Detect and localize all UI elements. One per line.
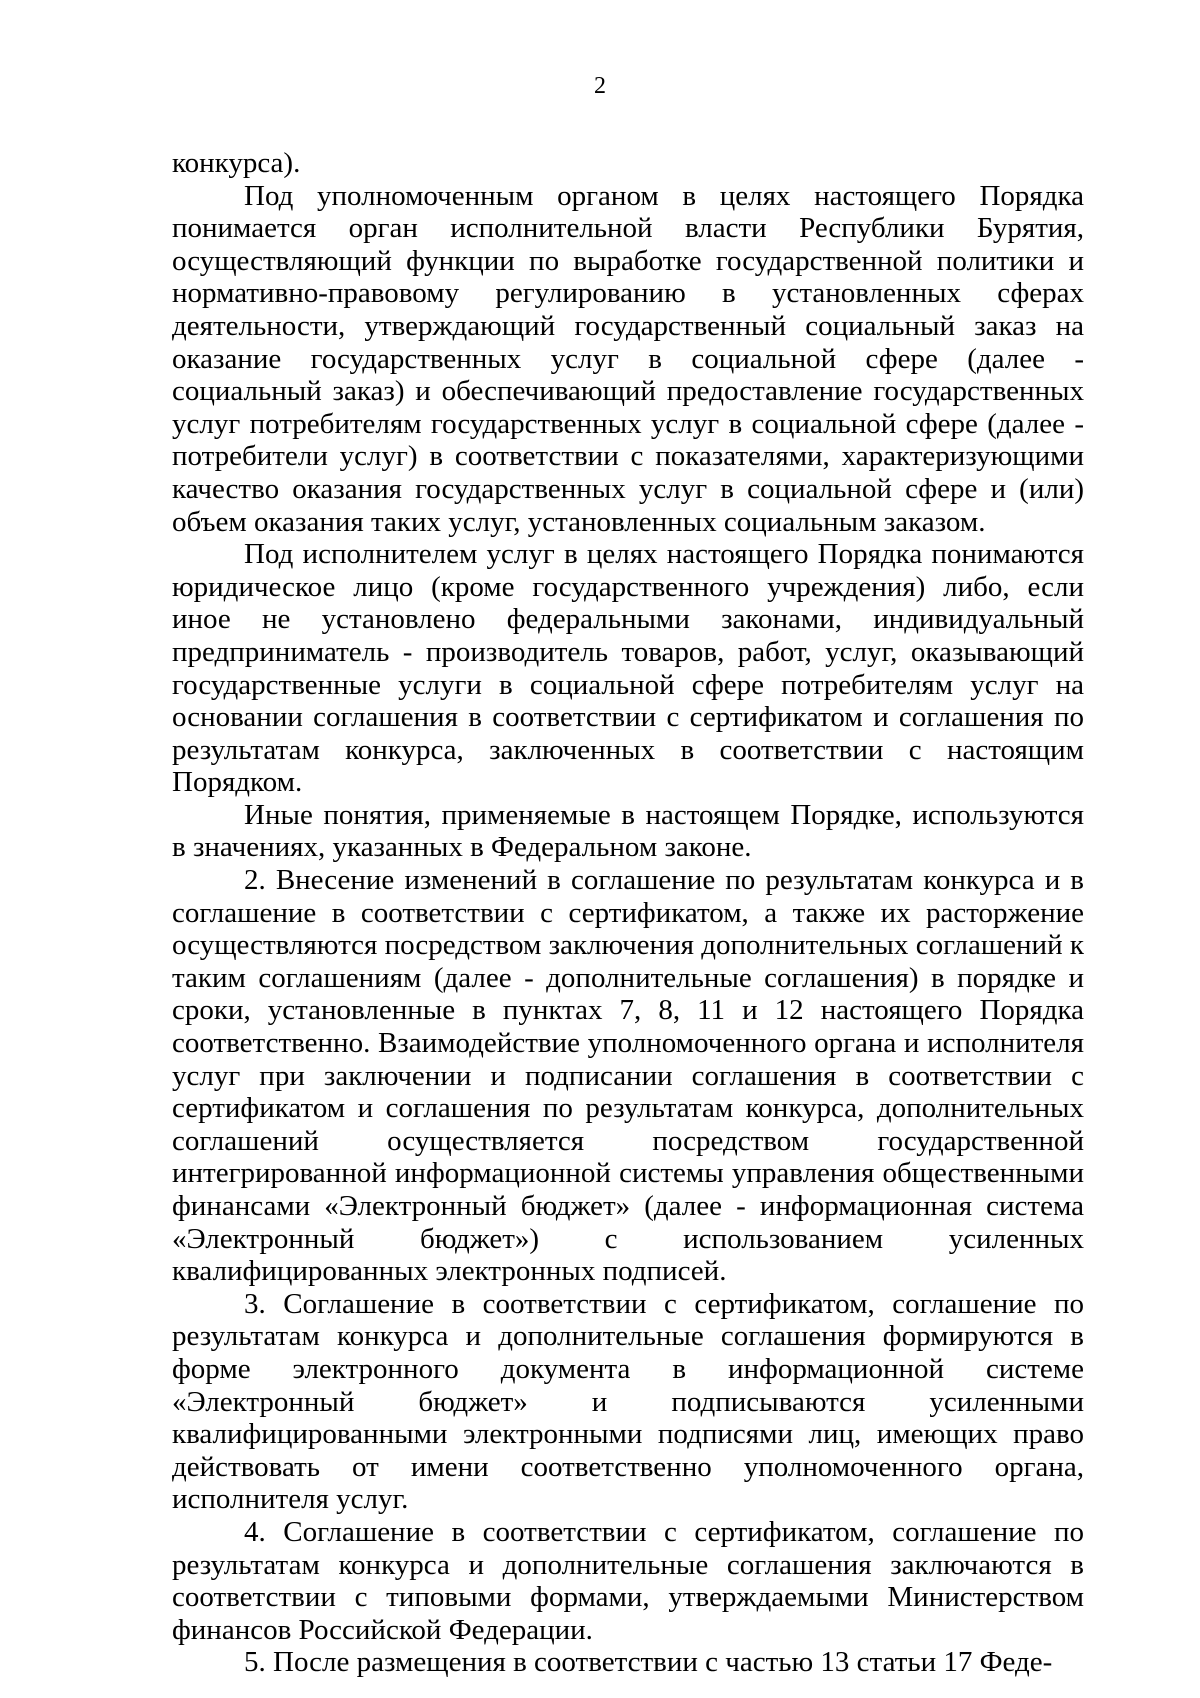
document-body [172, 147, 1084, 1679]
paragraph-item-2: 2. Внесение изменений в соглашение по результатам конкурса и в соглашение в соответствии с сертификатом, а также их расторжение осуществляются посредством заключения дополнительных соглашений к таким соглашениям (далее - дополнительные соглашения) в порядке и сроки, установленные в пунктах 7, 8, 11 и 12 настоящего Порядка соответственно. Взаимодействие уполномоченного органа и исполнителя услуг при заключении и подписании соглашения в соответствии с сертификатом и соглашения по результатам конкурса, дополнительных соглашений осуществляется посредством государственной интегрированной информационной системы управления общественными финансами «Электронный бюджет» (далее - информационная система «Электронный бюджет») с использованием усиленных квалифицированных электронных подписей. [172, 864, 1084, 1288]
paragraph-item-4: 4. Соглашение в соответствии с сертификатом, соглашение по результатам конкурса и дополнительные соглашения заключаются в соответствии с типовыми формами, утверждаемыми Министерством финансов Российской Федерации. [172, 1515, 1084, 1646]
paragraph-continuation: конкурса). [172, 147, 301, 179]
paragraph-authorized-body-definition: Под уполномоченным органом в целях настоящего Порядка понимается орган исполнительной власти Республики Бурятия, осуществляющий функции по выработке государственной политики и нормативно-правовому регулированию в установленных сферах деятельности, утверждающий государственный социальный заказ на оказание государственных услуг в социальной сфере (далее - социальный заказ) и обеспечивающий предоставление государственных услуг потребителям государственных услуг в социальной сфере (далее - потребители услуг) в соответствии с показателями, характеризующими качество оказания государственных услуг в социальной сфере и (или) объем оказания таких услуг, установленных социальным заказом. [172, 179, 1084, 538]
paragraph-item-3: 3. Соглашение в соответствии с сертификатом, соглашение по результатам конкурса и дополнительные соглашения формируются в форме электронного документа в информационной системе «Электронный бюджет» и подписываются усиленными квалифицированными электронными подписями лиц, имеющих право действовать от имени соответственно уполномоченного органа, исполнителя услуг. [172, 1287, 1084, 1516]
paragraph-item-5: 5. После размещения в соответствии с частью 13 статьи 17 Феде- [244, 1646, 1053, 1679]
paragraph-service-provider-definition: Под исполнителем услуг в целях настоящего Порядка понимаются юридическое лицо (кроме государственного учреждения) либо, если иное не установлено федеральными законами, индивидуальный предприниматель - производитель товаров, работ, услуг, оказывающий государственные услуги в социальной сфере потребителям услуг на основании соглашения в соответствии с сертификатом и соглашения по результатам конкурса, заключенных в соответствии с настоящим Порядком. [172, 538, 1084, 799]
paragraph-other-terms: Иные понятия, применяемые в настоящем Порядке, используются в значениях, указанных в Федеральном законе. [172, 798, 1084, 864]
page-number: 2 [594, 73, 606, 99]
